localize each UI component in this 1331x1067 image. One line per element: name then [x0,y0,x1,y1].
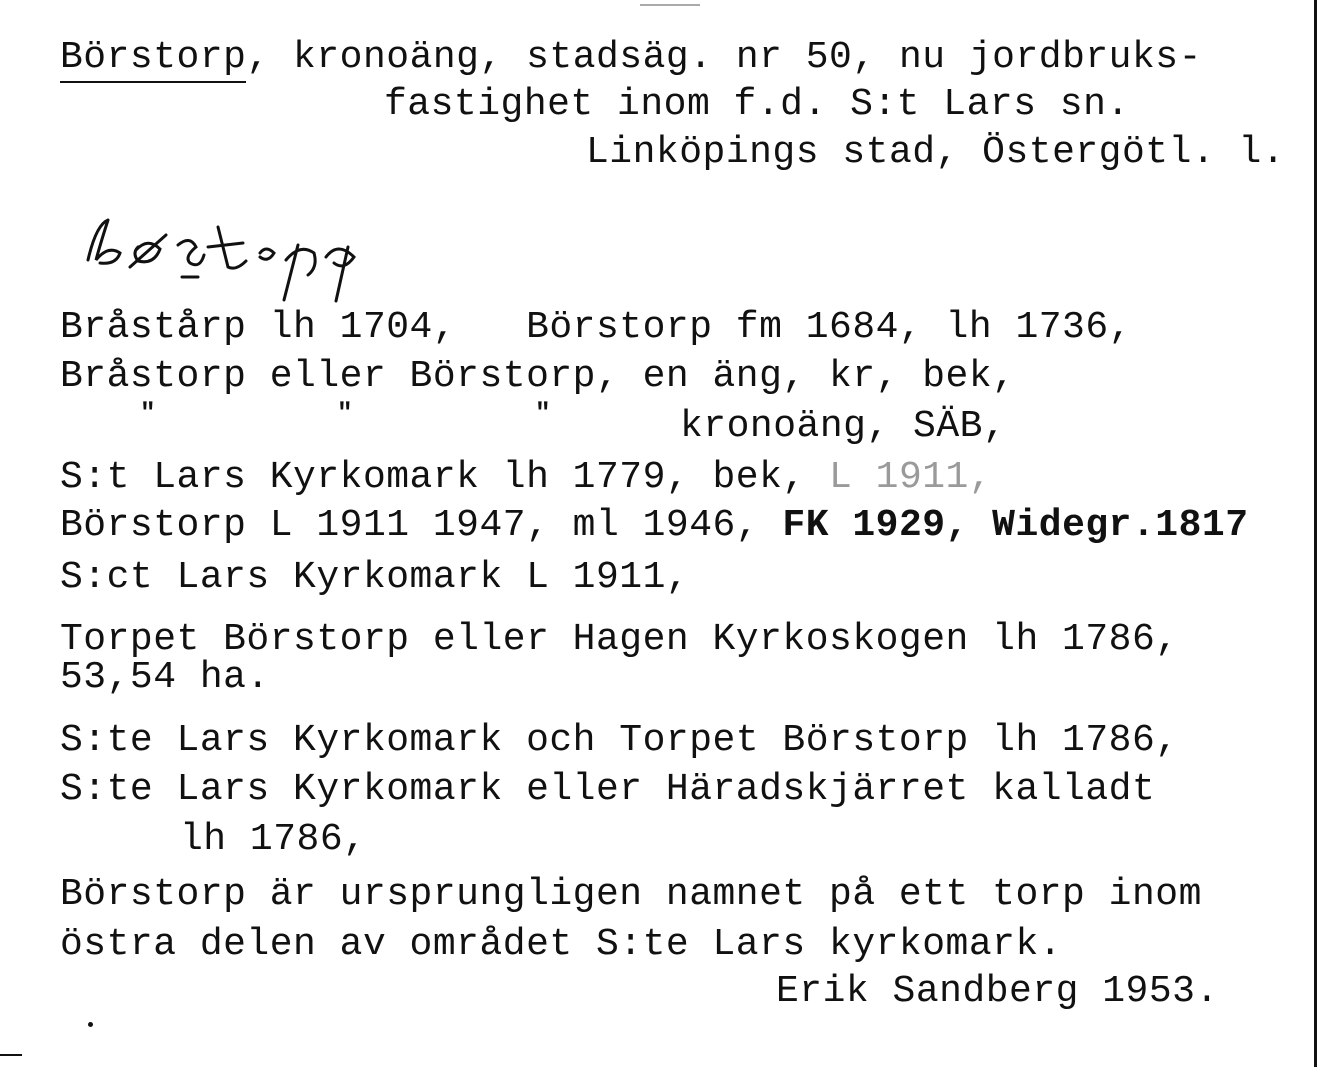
entry-8: S:te Lars Kyrkomark och Torpet Börstorp lh 1786, [60,719,1179,762]
heading-line-1-rest: , kronoäng, stadsäg. nr 50, nu jordbruks- [246,36,1202,79]
ink-speck [88,1022,93,1027]
ditto-mark-1: " [140,398,156,428]
note-line-2: östra delen av området S:te Lars kyrkomark. [60,923,1063,966]
entry-3: kronoäng, SÄB, [680,405,1007,448]
entry-9: S:te Lars Kyrkomark eller Häradskjärret kalladt [60,768,1156,811]
note-line-1: Börstorp är ursprungligen namnet på ett torp inom [60,873,1202,916]
signature: Erik Sandberg 1953. [776,970,1219,1013]
entry-4-faint: L 1911, [829,456,993,499]
entry-1: Bråstårp lh 1704, Börstorp fm 1684, lh 1736, [60,306,1132,349]
ditto-mark-3: " [535,398,551,428]
ditto-mark-2: " [337,398,353,428]
entry-6: S:ct Lars Kyrkomark L 1911, [60,556,690,599]
heading-line-1 [60,36,1202,80]
card-left-tick [0,1054,22,1056]
entry-5-text: Börstorp L 1911 1947, ml 1946, [60,504,783,547]
entry-5-bold: FK 1929, Widegr.1817 [782,504,1249,547]
heading-line-2: fastighet inom f.d. S:t Lars sn. [384,83,1130,126]
card-right-edge [1314,0,1317,1067]
entry-7: Torpet Börstorp eller Hagen Kyrkoskogen lh 1786, [60,618,1179,661]
entry-4 [60,456,992,500]
heading-line-3: Linköpings stad, Östergötl. l. [586,131,1286,174]
entry-9-cont: lh 1786, [180,818,367,861]
entry-2: Bråstorp eller Börstorp, en äng, kr, bek, [60,355,1016,398]
entry-5 [60,504,1249,548]
entry-4-text: S:t Lars Kyrkomark lh 1779, bek, [60,456,830,499]
handwritten-pronunciation [78,205,378,305]
entry-7-cont: 53,54 ha. [60,656,270,699]
top-edge-mark [640,4,700,6]
place-name: Börstorp [60,36,246,83]
